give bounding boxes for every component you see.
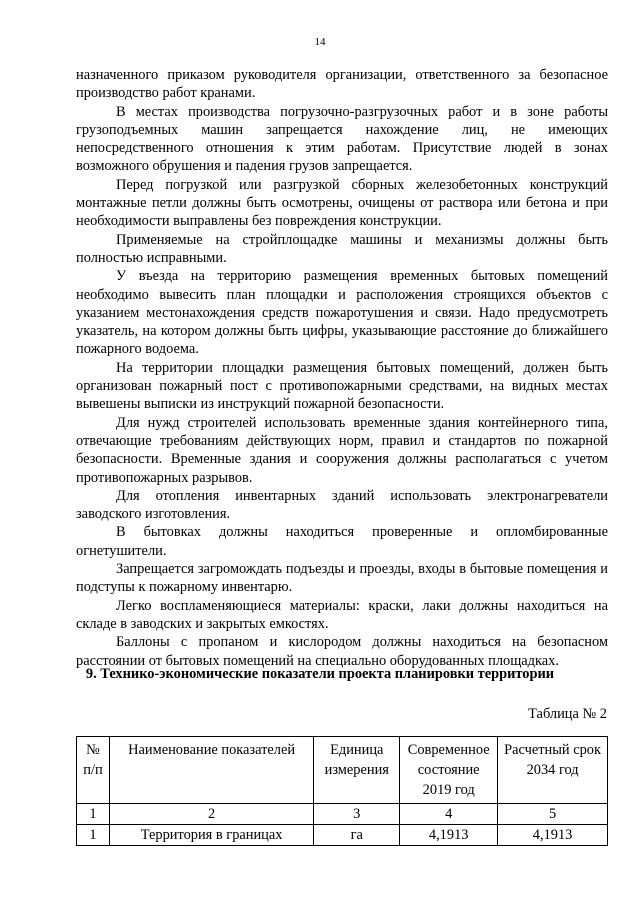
header-number: № п/п xyxy=(77,737,110,804)
table-cell: га xyxy=(314,825,400,846)
paragraph: Легко воспламеняющиеся материалы: краски, лаки должны находиться на складе в заводских и закрытых емкостях. xyxy=(76,597,608,632)
paragraph: На территории площадки размещения бытовых помещений, должен быть организован пожарный пост с противопожарными средствами, на видных местах вывешены выписки из инструкций пожарной безопасности. xyxy=(76,359,608,413)
table-cell: Территория в границах xyxy=(109,825,313,846)
table-cell: 4,1913 xyxy=(498,825,608,846)
paragraph: назначенного приказом руководителя организации, ответственного за безопасное производство работ кранами. xyxy=(76,67,608,102)
header-planned-term: Расчетный срок 2034 год xyxy=(498,737,608,804)
paragraph: Баллоны с пропаном и кислородом должны находиться на безопасном расстоянии от бытовых помещений на специально оборудованных площадках. xyxy=(76,634,608,669)
header-unit: Единица измерения xyxy=(314,737,400,804)
paragraph: Для отопления инвентарных зданий использовать электронагреватели заводского изготовления. xyxy=(76,487,608,523)
paragraph: В местах производства погрузочно-разгрузочных работ и в зоне работы грузоподъемных машин запрещается нахождение лиц, не имеющих непосредственного отношения к этим работам. Присутствие людей в зонах возможного обрушения и падения грузов запрещается. xyxy=(76,103,608,175)
header-current-state: Современное состояние 2019 год xyxy=(400,737,498,804)
table-cell: 4 xyxy=(400,804,498,825)
paragraph: Для нужд строителей использовать временные здания контейнерного типа, отвечающие требованиям действующих норм, правил и стандартов по пожарной безопасности. Временные здания и сооружения должны располагаться с учетом противопожарных разрывов. xyxy=(76,414,608,486)
table-cell: 2 xyxy=(109,804,313,825)
paragraph: В бытовках должны находиться проверенные и опломбированные огнетушители. xyxy=(76,524,608,559)
table-cell: 5 xyxy=(498,804,608,825)
section-title: 9. Технико-экономические показатели проекта планировки территории xyxy=(85,666,555,682)
table-cell: 3 xyxy=(314,804,400,825)
table-cell: 1 xyxy=(77,804,110,825)
table-cell: 1 xyxy=(77,825,110,846)
page-number: 14 xyxy=(314,36,326,48)
indicators-table xyxy=(76,736,608,846)
table-cell: 4,1913 xyxy=(400,825,498,846)
table-caption: Таблица № 2 xyxy=(528,706,607,722)
paragraph: Запрещается загромождать подъезды и проезды, входы в бытовые помещения и подступы к пожарному инвентарю. xyxy=(76,561,608,596)
table-header-row xyxy=(77,737,608,804)
table-numbering-row xyxy=(77,804,608,825)
paragraph: Применяемые на стройплощадке машины и механизмы должны быть полностью исправными. xyxy=(76,231,608,266)
paragraph: У въезда на территорию размещения временных бытовых помещений необходимо вывесить план площадки и расположения строящихся объектов с указанием местонахождения средств пожаротушения и связи. Надо предусмотреть указатель, на котором должны быть цифры, указывающие расстояние до ближайшего пожарного водоема. xyxy=(76,268,608,358)
paragraph: Перед погрузкой или разгрузкой сборных железобетонных конструкций монтажные петли должны быть осмотрены, очищены от раствора или бетона и при необходимости выправлены без повреждения конструкции. xyxy=(76,176,608,230)
body-text xyxy=(76,66,608,670)
table-row xyxy=(77,825,608,846)
header-indicator-name: Наименование показателей xyxy=(109,737,313,804)
